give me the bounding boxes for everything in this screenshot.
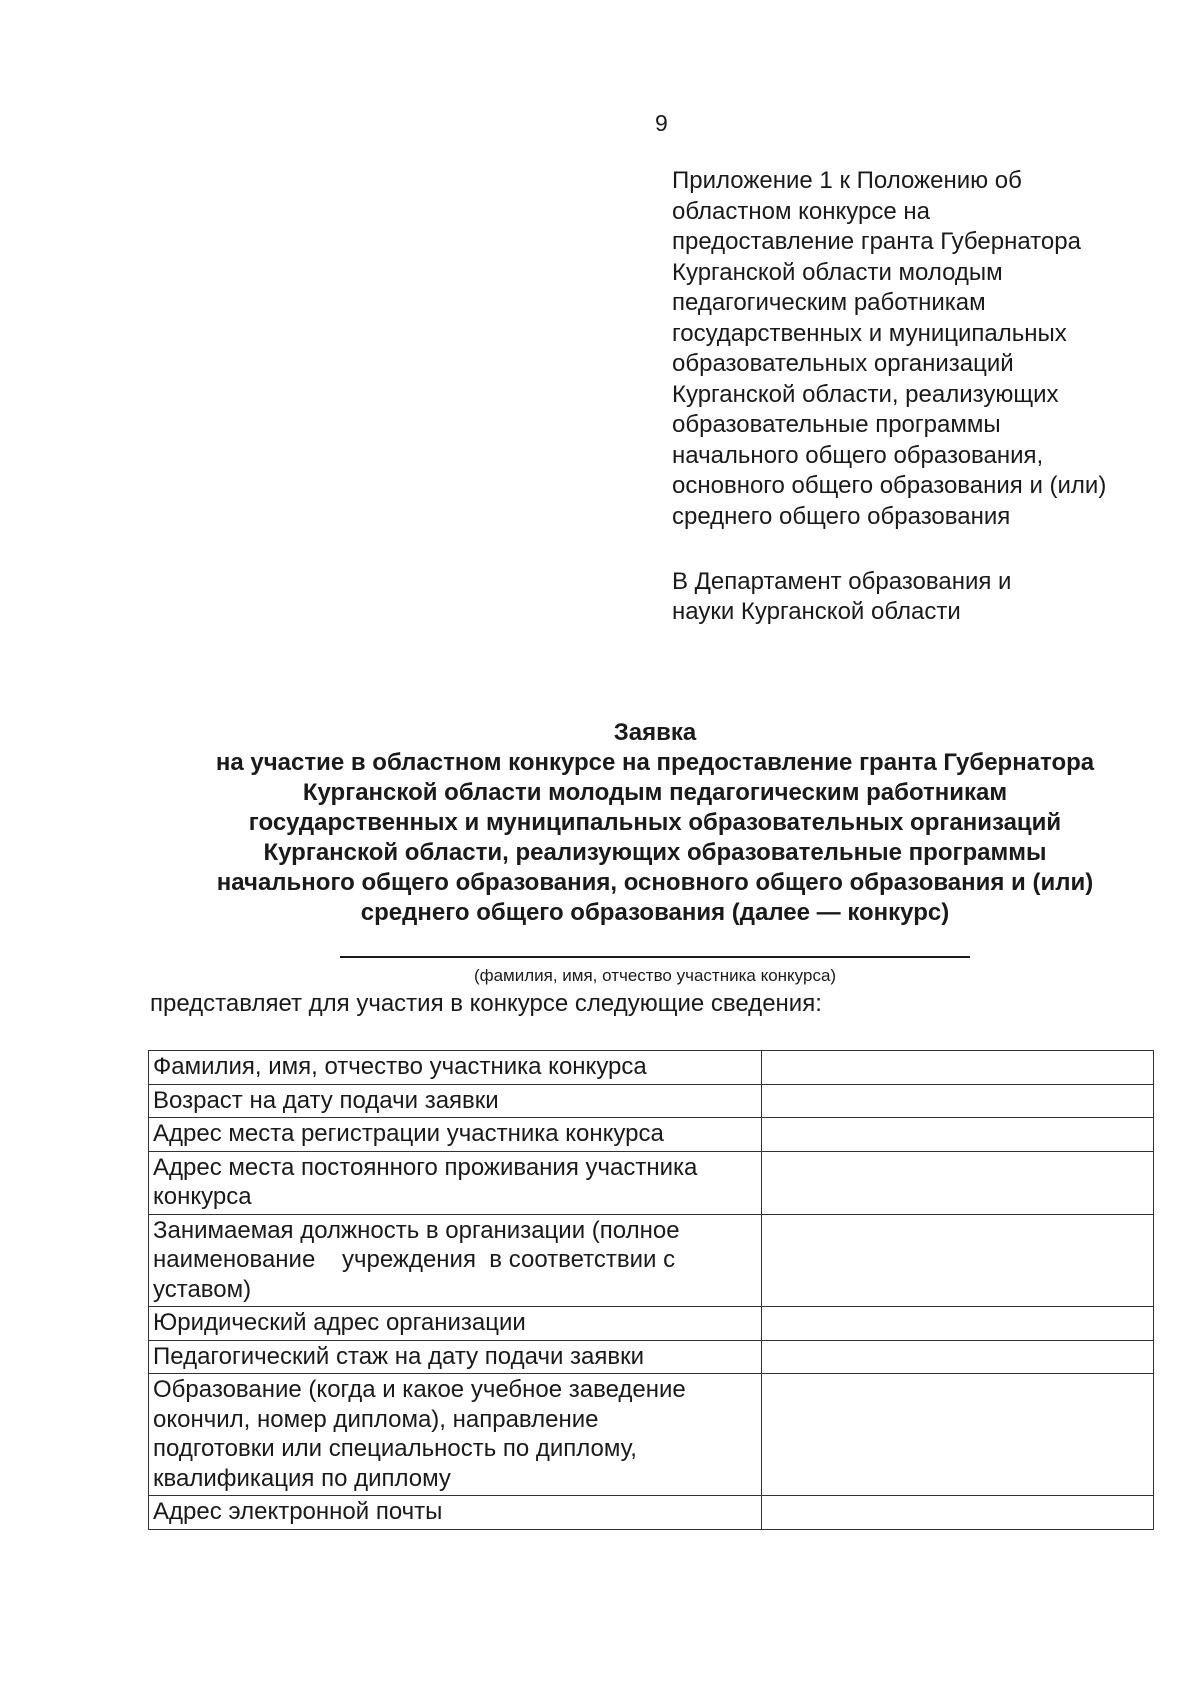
row-value: [762, 1151, 1154, 1214]
title-line: Курганской области молодым педагогическим работникам: [302, 779, 1008, 806]
participant-name-blank: [340, 956, 970, 958]
appendix-line: основного общего образования и (или): [672, 472, 1107, 499]
appendix-line: государственных и муниципальных: [672, 319, 1067, 347]
label-line: подготовки или специальность по диплому,: [153, 1435, 637, 1462]
title-line: начального общего образования, основного общего образования и (или): [216, 869, 1094, 896]
table-row: [149, 1340, 1154, 1374]
label-line: Юридический адрес организации: [153, 1309, 526, 1336]
appendix-line: образовательных организаций: [672, 350, 1014, 377]
appendix-line: среднего общего образования: [672, 502, 1011, 530]
row-value: [762, 1340, 1154, 1374]
row-value: [762, 1084, 1154, 1118]
table-row: [149, 1151, 1154, 1214]
table-row: [149, 1084, 1154, 1118]
table-row: [149, 1374, 1154, 1496]
label-line: конкурса: [153, 1183, 252, 1210]
table-row: [149, 1496, 1154, 1530]
label-line: Адрес места постоянного проживания участника: [153, 1153, 698, 1181]
intro-text: представляет для участия в конкурсе следующие сведения:: [150, 990, 822, 1017]
row-label: [149, 1496, 762, 1530]
row-label: [149, 1307, 762, 1341]
row-label: [149, 1118, 762, 1152]
label-line: Педагогический стаж на дату подачи заявки: [153, 1342, 645, 1370]
row-label: [149, 1214, 762, 1307]
appendix-line: Приложение 1 к Положению об: [672, 167, 1022, 194]
label-line: наименование учреждения в соответствии с: [153, 1246, 676, 1273]
appendix-line: начального общего образования,: [672, 441, 1044, 469]
document-title: [140, 718, 1170, 928]
row-value: [762, 1496, 1154, 1530]
label-line: Адрес места регистрации участника конкурса: [153, 1120, 664, 1147]
label-line: Фамилия, имя, отчество участника конкурса: [153, 1053, 647, 1080]
row-label: [149, 1084, 762, 1118]
row-label: [149, 1151, 762, 1214]
appendix-line: предоставление гранта Губернатора: [672, 228, 1081, 255]
row-value: [762, 1374, 1154, 1496]
appendix-line: Курганской области, реализующих: [672, 380, 1059, 408]
appendix-note: [672, 166, 1172, 532]
label-line: окончил, номер диплома), направление: [153, 1405, 599, 1433]
participant-name-caption: (фамилия, имя, отчество участника конкурса): [473, 966, 837, 985]
title-line: Заявка: [613, 719, 697, 746]
row-label: [149, 1374, 762, 1496]
appendix-line: областном конкурсе на: [672, 197, 930, 225]
label-line: Занимаемая должность в организации (полное: [153, 1216, 680, 1244]
appendix-line: Курганской области молодым: [672, 258, 1003, 286]
table-row: [149, 1214, 1154, 1307]
row-value: [762, 1307, 1154, 1341]
appendix-line: образовательные программы: [672, 411, 1001, 438]
title-line: Курганской области, реализующих образовательные программы: [263, 839, 1047, 866]
addressee-line: В Департамент образования и: [672, 568, 1012, 595]
row-value: [762, 1118, 1154, 1152]
participant-info-table: [148, 1050, 1154, 1530]
label-line: Образование (когда и какое учебное заведение: [153, 1376, 686, 1403]
title-line: на участие в областном конкурсе на предоставление гранта Губернатора: [215, 749, 1095, 776]
row-value: [762, 1051, 1154, 1085]
title-line: государственных и муниципальных образовательных организаций: [248, 809, 1062, 836]
row-label: [149, 1051, 762, 1085]
label-line: Возраст на дату подачи заявки: [153, 1086, 499, 1114]
table-row: [149, 1307, 1154, 1341]
addressee: [672, 567, 1172, 627]
appendix-line: педагогическим работникам: [672, 289, 986, 316]
table-row: [149, 1118, 1154, 1152]
label-line: уставом): [153, 1275, 252, 1303]
label-line: Адрес электронной почты: [153, 1498, 443, 1525]
title-line: среднего общего образования (далее — конкурс): [360, 899, 950, 926]
row-value: [762, 1214, 1154, 1307]
label-line: квалификация по диплому: [153, 1464, 451, 1492]
page-number: 9: [655, 110, 668, 136]
table-row: [149, 1051, 1154, 1085]
addressee-line: науки Курганской области: [672, 598, 961, 625]
row-label: [149, 1340, 762, 1374]
